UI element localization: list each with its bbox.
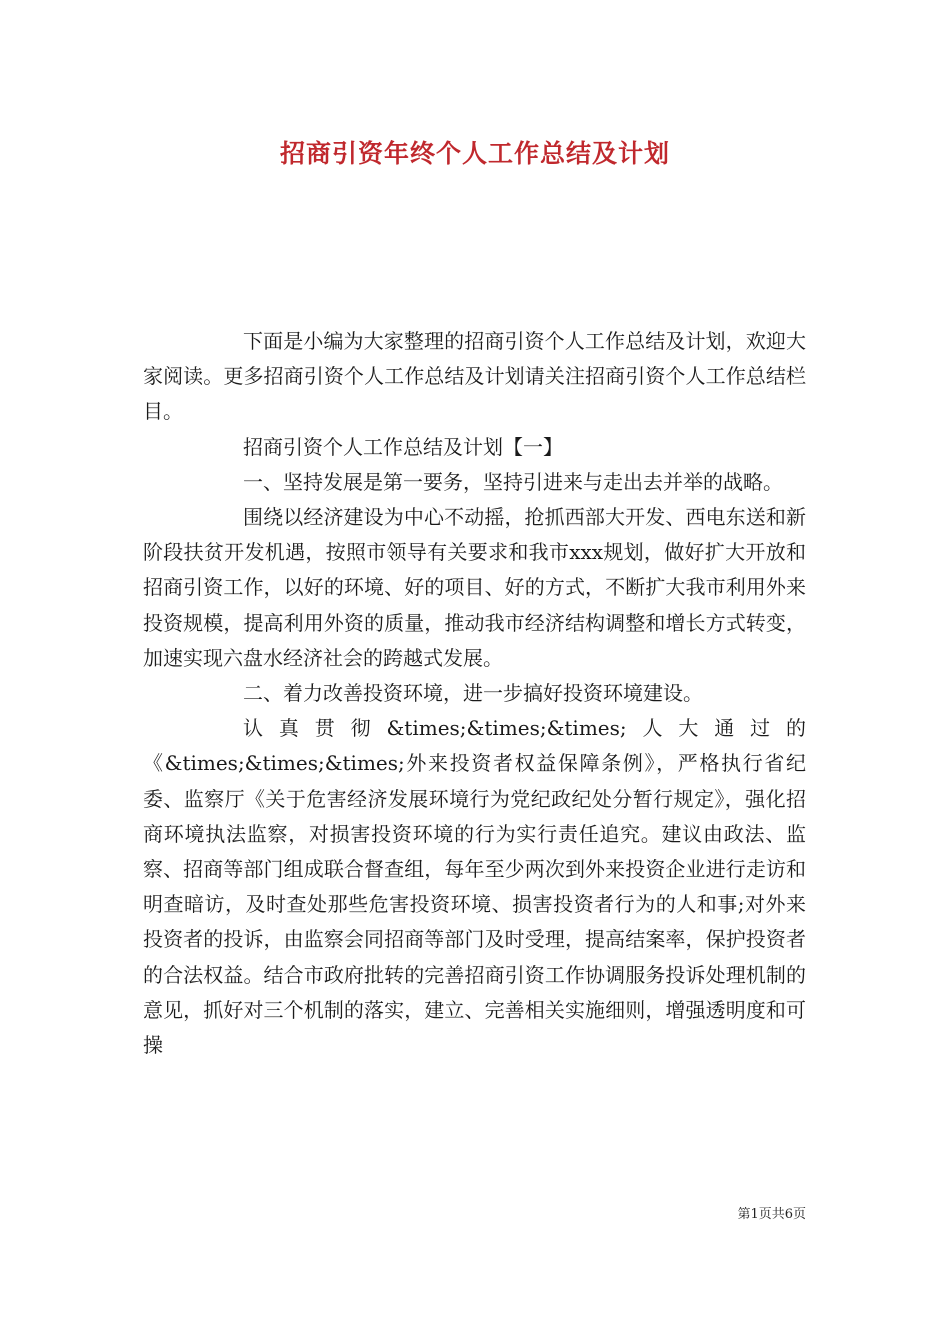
page-number: 第1页共6页 (737, 1207, 806, 1222)
point-one-heading: 一、坚持发展是第一要务，坚持引进来与走出去并举的战略。 (243, 469, 783, 494)
section-heading: 招商引资个人工作总结及计划【一】 (243, 434, 563, 459)
intro-paragraph: 下面是小编为大家整理的招商引资个人工作总结及计划，欢迎大家阅读。更多招商引资个人工作总结及计划请关注招商引资个人工作总结栏目。 (143, 329, 806, 424)
document-body (143, 324, 806, 1063)
point-two-paragraph: 认真贯彻&times;&times;&times;人大通过的《&times;&times;&times;外来投资者权益保障条例》，严格执行省纪委、监察厅《关于危害经济发展环境行为党纪政纪处分暂行规定》，强化招商环境执法监察，对损害投资环境的行为实行责任追究。建议由政法、监察、招商等部门组成联合督查组，每年至少两次到外来投资企业进行走访和明查暗访，及时查处那些危害投资环境、损害投资者行为的人和事;对外来投资者的投诉，由监察会同招商等部门及时受理，提高结案率，保护投资者的合法权益。结合市政府批转的完善招商引资工作协调服务投诉处理机制的意见，抓好对三个机制的落实，建立、完善相关实施细则，增强透明度和可操 (143, 716, 806, 1058)
point-one-paragraph: 围绕以经济建设为中心不动摇，抢抓西部大开发、西电东送和新阶段扶贫开发机遇，按照市领导有关要求和我市xxx规划，做好扩大开放和招商引资工作，以好的环境、好的项目、好的方式，不断扩大我市利用外来投资规模，提高利用外资的质量，推动我市经济结构调整和增长方式转变，加速实现六盘水经济社会的跨越式发展。 (143, 505, 806, 670)
point-two-heading: 二、着力改善投资环境，进一步搞好投资环境建设。 (243, 681, 703, 706)
document-title: 招商引资年终个人工作总结及计划 (279, 139, 670, 168)
